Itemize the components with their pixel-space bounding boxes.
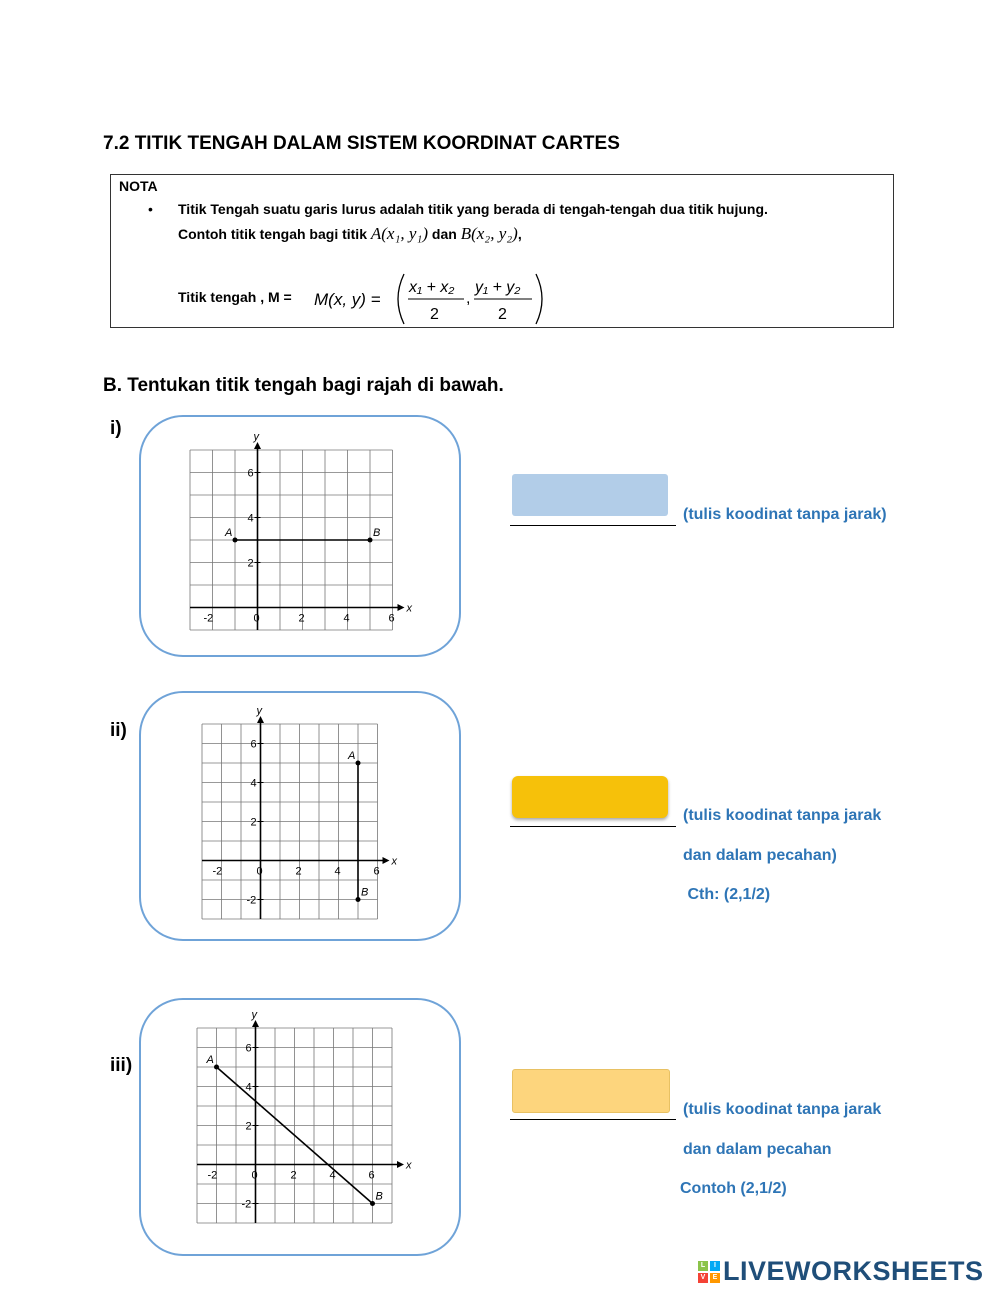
question-number-2: ii) xyxy=(110,720,127,741)
answer-line-1 xyxy=(510,525,676,526)
example-prefix: Contoh titik tengah bagi titik xyxy=(178,226,367,242)
x-tick-label: 6 xyxy=(388,612,395,625)
x-tick-label: 2 xyxy=(295,865,302,878)
point-b xyxy=(356,897,361,902)
dan-text: dan xyxy=(431,226,457,242)
y-axis-arrow xyxy=(254,442,261,449)
formula-label: Titik tengah , M = xyxy=(178,289,292,305)
x-tick-label: 2 xyxy=(298,612,305,625)
hint-1-line-1: (tulis koodinat tanpa jarak) xyxy=(683,506,887,523)
formula-den-x: 2 xyxy=(430,306,439,323)
point-a xyxy=(356,761,361,766)
example-comma: , xyxy=(517,226,522,242)
point-a-notation: A(x₁, y₁) xyxy=(370,224,429,243)
formula-num-x: x₁ + x₂ xyxy=(409,279,455,296)
y-axis-label: y xyxy=(253,431,259,443)
point-a xyxy=(233,538,238,543)
y-tick-label: 6 xyxy=(245,1042,252,1055)
logo-text: LIVEWORKSHEETS xyxy=(723,1256,984,1286)
x-tick-label: 6 xyxy=(368,1169,375,1182)
point-b xyxy=(370,1201,375,1206)
bullet: • xyxy=(148,201,153,217)
x-tick-label: 6 xyxy=(373,865,380,878)
formula-lhs: M(x, y) = xyxy=(314,290,381,309)
hint-2-line-1: (tulis koodinat tanpa jarak xyxy=(683,807,882,824)
y-axis-label: y xyxy=(251,1009,257,1021)
answer-line-3 xyxy=(510,1119,676,1120)
point-a-label: A xyxy=(225,527,233,539)
point-a xyxy=(214,1065,219,1070)
y-tick-label: 2 xyxy=(245,1120,252,1133)
point-b xyxy=(368,538,373,543)
x-axis-arrow xyxy=(398,604,405,611)
hint-2-line-2: dan dalam pecahan) xyxy=(683,847,837,864)
section-b-heading: B. Tentukan titik tengah bagi rajah di bawah. xyxy=(103,375,504,396)
x-tick-label: 0 xyxy=(251,1169,258,1182)
point-b-notation: B(x₂, y₂) xyxy=(460,224,518,243)
nota-definition: Titik Tengah suatu garis lurus adalah titik yang berada di tengah-tengah dua titik hujung. xyxy=(178,201,768,217)
nota-example xyxy=(178,224,522,244)
y-tick-label: 6 xyxy=(247,467,254,480)
y-tick-label: 6 xyxy=(250,738,257,751)
answer-box-1[interactable] xyxy=(512,474,668,516)
x-tick-label: -2 xyxy=(212,865,223,878)
y-tick-label: 4 xyxy=(247,512,254,525)
hint-2-line-3: Cth: (2,1/2) xyxy=(683,886,771,903)
x-axis-label: x xyxy=(391,855,397,868)
x-axis-arrow xyxy=(383,857,390,864)
point-a-label: A xyxy=(348,750,356,762)
y-axis-arrow xyxy=(252,1020,259,1027)
question-number-1: i) xyxy=(110,418,122,439)
x-axis-arrow xyxy=(397,1161,404,1168)
x-axis-label: x xyxy=(406,602,412,615)
x-tick-label: 0 xyxy=(253,612,260,625)
x-tick-label: 2 xyxy=(290,1169,297,1182)
svg-text:,: , xyxy=(466,290,471,307)
nota-label: NOTA xyxy=(119,178,158,194)
coordinate-graph-3 xyxy=(189,1009,412,1234)
y-tick-label: 2 xyxy=(247,557,254,570)
answer-box-3[interactable] xyxy=(512,1069,670,1113)
midpoint-formula xyxy=(312,270,552,328)
y-axis-arrow xyxy=(257,716,264,723)
page-title: 7.2 TITIK TENGAH DALAM SISTEM KOORDINAT CARTES xyxy=(103,133,620,154)
logo-blocks-icon: L I V E xyxy=(698,1261,720,1283)
hint-3-line-3: Contoh (2,1/2) xyxy=(680,1180,787,1197)
y-tick-label: -2 xyxy=(241,1198,252,1211)
x-tick-label: 4 xyxy=(329,1169,336,1182)
point-b-label: B xyxy=(361,886,369,899)
y-tick-label: 2 xyxy=(250,816,257,829)
liveworksheets-logo xyxy=(698,1256,984,1287)
hint-3-line-1: (tulis koodinat tanpa jarak xyxy=(683,1101,882,1118)
hint-3-line-2: dan dalam pecahan xyxy=(683,1141,832,1158)
answer-box-2[interactable] xyxy=(512,776,668,818)
x-tick-label: 4 xyxy=(343,612,350,625)
y-axis-label: y xyxy=(256,705,262,717)
point-a-label: A xyxy=(206,1054,214,1066)
coordinate-graph-2 xyxy=(192,705,407,928)
x-tick-label: 0 xyxy=(256,865,263,878)
x-tick-label: 4 xyxy=(334,865,341,878)
y-tick-label: 4 xyxy=(245,1081,252,1094)
coordinate-graph-1 xyxy=(185,431,417,646)
point-b-label: B xyxy=(375,1190,383,1203)
formula-num-y: y₁ + y₂ xyxy=(475,279,521,296)
x-tick-label: -2 xyxy=(203,612,214,625)
point-b-label: B xyxy=(373,527,381,539)
formula-den-y: 2 xyxy=(498,306,507,323)
y-tick-label: -2 xyxy=(246,894,257,907)
x-axis-label: x xyxy=(406,1159,412,1172)
x-tick-label: -2 xyxy=(207,1169,218,1182)
question-number-3: iii) xyxy=(110,1055,133,1076)
answer-line-2 xyxy=(510,826,676,827)
y-tick-label: 4 xyxy=(250,777,257,790)
